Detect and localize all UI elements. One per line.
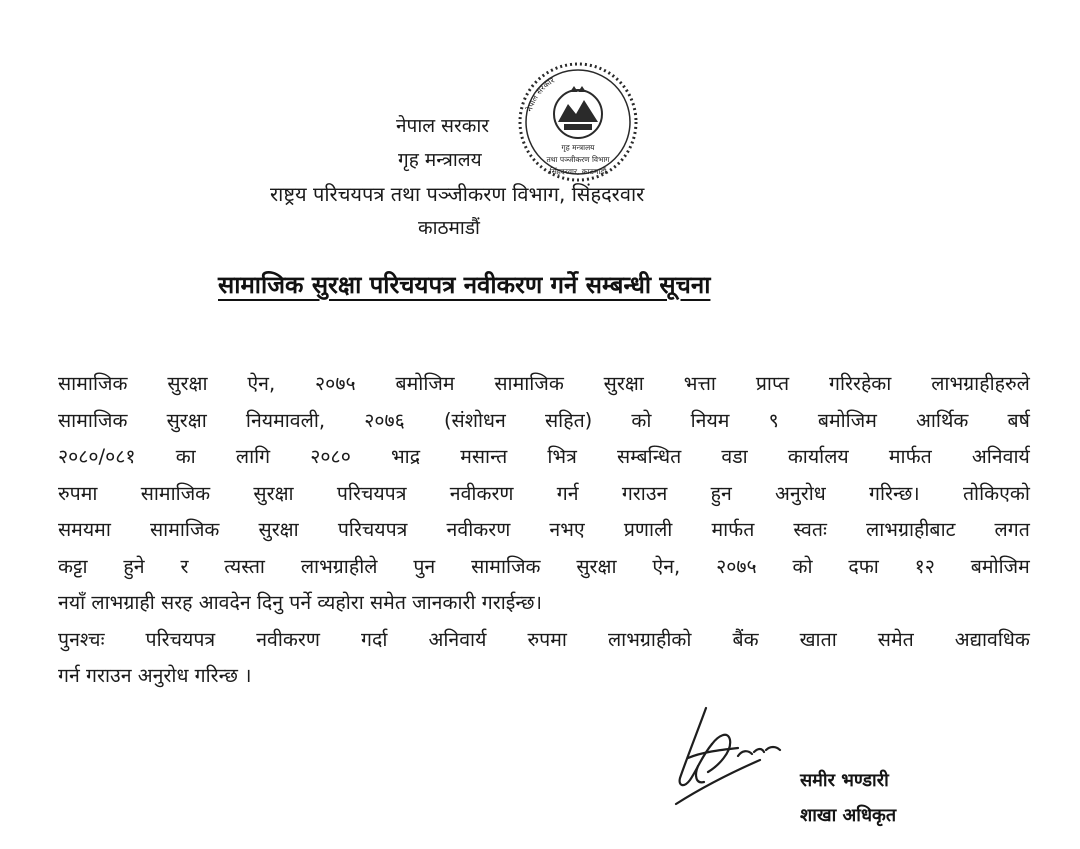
header-department: राष्ट्रय परिचयपत्र तथा पञ्जीकरण विभाग, सिंहदरवार bbox=[270, 182, 645, 206]
seal-text-bottom: सिंहदरवार, काठमाडौं bbox=[549, 167, 607, 176]
signatory-name: समीर भण्डारी bbox=[800, 770, 889, 791]
seal-text-low: तथा पञ्जीकरण विभाग bbox=[546, 155, 610, 164]
body-line: कट्टा हुने र त्यस्ता लाभग्राहीले पुन सामाजिक सुरक्षा ऐन, २०७५ को दफा १२ बमोजिम bbox=[58, 554, 1030, 578]
notice-body bbox=[58, 366, 1030, 695]
body-line: गर्न गराउन अनुरोध गरिन्छ । bbox=[58, 664, 252, 687]
body-line: सामाजिक सुरक्षा नियमावली, २०७६ (संशोधन सहित) को नियम ९ बमोजिम आर्थिक बर्ष bbox=[58, 408, 1030, 432]
body-line: समयमा सामाजिक सुरक्षा परिचयपत्र नवीकरण नभए प्रणाली मार्फत स्वतः लाभग्राहीबाट लगत bbox=[58, 518, 1030, 541]
body-line: रुपमा सामाजिक सुरक्षा परिचयपत्र नवीकरण गर्न गराउन हुन अनुरोध गरिन्छ। तोकिएको bbox=[58, 481, 1030, 505]
body-line: नयाँ लाभग्राही सरह आवदेन दिनु पर्ने व्यहोरा समेत जानकारी गराईन्छ। bbox=[58, 591, 542, 614]
seal-text-mid: गृह मन्त्रालय bbox=[561, 143, 595, 152]
header-ministry: गृह मन्त्रालय bbox=[398, 149, 482, 171]
body-line: २०८०/०८१ का लागि २०८० भाद्र मसान्त भित्र सम्बन्धित वडा कार्यालय मार्फत अनिवार्य bbox=[58, 445, 1030, 468]
signatory-title: शाखा अधिकृत bbox=[800, 805, 897, 826]
signature-icon bbox=[668, 700, 798, 810]
notice-title: सामाजिक सुरक्षा परिचयपत्र नवीकरण गर्ने सम्बन्धी सूचना bbox=[218, 271, 711, 299]
government-seal-icon bbox=[508, 52, 648, 192]
seal-text-top: नेपाल सरकार bbox=[524, 75, 557, 113]
header-city: काठमाडौं bbox=[418, 217, 480, 239]
header-government: नेपाल सरकार bbox=[396, 115, 490, 137]
body-line: सामाजिक सुरक्षा ऐन, २०७५ बमोजिम सामाजिक सुरक्षा भत्ता प्राप्त गरिरहेका लाभग्राहीहरुले bbox=[58, 372, 1030, 395]
body-line: पुनश्चः परिचयपत्र नवीकरण गर्दा अनिवार्य रुपमा लाभग्राहीको बैंक खाता समेत अद्यावधिक bbox=[58, 627, 1030, 651]
